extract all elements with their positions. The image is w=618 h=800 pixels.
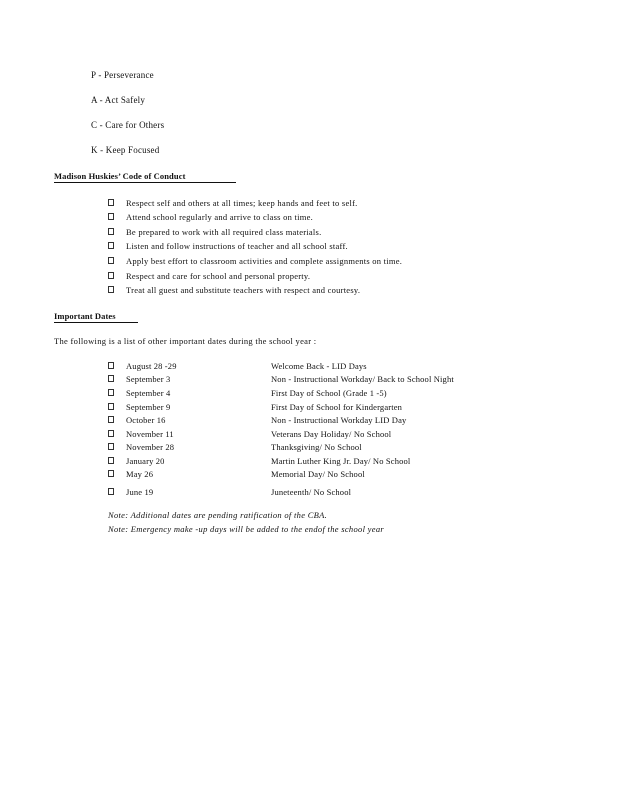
event-label: Non - Instructional Workday/ Back to School Night	[271, 374, 454, 384]
date-label: September 4	[126, 388, 171, 398]
event-label: Martin Luther King Jr. Day/ No School	[271, 456, 411, 466]
date-label: August 28 -29	[126, 361, 177, 371]
date-row	[108, 402, 402, 412]
date-label: May 26	[126, 469, 154, 479]
dates-heading: Important Dates	[54, 311, 138, 323]
checkbox-bullet-icon	[108, 470, 114, 477]
date-row	[108, 469, 365, 479]
checkbox-bullet-icon	[108, 257, 114, 264]
date-row	[108, 429, 391, 439]
checkbox-bullet-icon	[108, 286, 114, 293]
date-row	[108, 388, 387, 398]
pack-line-k: K - Keep Focused	[91, 145, 160, 155]
checkbox-bullet-icon	[108, 242, 114, 249]
event-label: Juneteenth/ No School	[271, 487, 352, 497]
event-label: First Day of School (Grade 1 -5)	[271, 388, 387, 398]
conduct-item: Apply best effort to classroom activities and complete assignments on time.	[108, 256, 402, 266]
checkbox-bullet-icon	[108, 199, 114, 206]
conduct-item: Respect self and others at all times; keep hands and feet to self.	[108, 198, 358, 208]
event-label: Memorial Day/ No School	[271, 469, 365, 479]
checkbox-bullet-icon	[108, 403, 114, 410]
date-label: November 28	[126, 442, 175, 452]
conduct-item: Attend school regularly and arrive to class on time.	[108, 212, 313, 222]
note-emergency: Note: Emergency make -up days will be added to the endof the school year	[108, 524, 384, 534]
note-cba: Note: Additional dates are pending ratification of the CBA.	[108, 510, 328, 520]
conduct-item: Listen and follow instructions of teacher and all school staff.	[108, 241, 348, 251]
date-label: January 20	[126, 456, 165, 466]
checkbox-bullet-icon	[108, 443, 114, 450]
checkbox-bullet-icon	[108, 416, 114, 423]
checkbox-bullet-icon	[108, 457, 114, 464]
checkbox-bullet-icon	[108, 228, 114, 235]
pack-line-p: P - Perseverance	[91, 70, 154, 80]
conduct-heading: Madison Huskies’ Code of Conduct	[54, 171, 236, 183]
date-row	[108, 442, 362, 452]
date-label: September 3	[126, 374, 171, 384]
date-row	[108, 361, 367, 371]
date-label: October 16	[126, 415, 166, 425]
conduct-item: Treat all guest and substitute teachers with respect and courtesy.	[108, 285, 360, 295]
event-label: First Day of School for Kindergarten	[271, 402, 403, 412]
checkbox-bullet-icon	[108, 272, 114, 279]
event-label: Non - Instructional Workday LID Day	[271, 415, 407, 425]
event-label: Thanksgiving/ No School	[271, 442, 362, 452]
conduct-item: Respect and care for school and personal property.	[108, 271, 310, 281]
checkbox-bullet-icon	[108, 213, 114, 220]
dates-intro: The following is a list of other important dates during the school year :	[54, 336, 317, 346]
conduct-item: Be prepared to work with all required class materials.	[108, 227, 321, 237]
date-row	[108, 374, 454, 384]
checkbox-bullet-icon	[108, 362, 114, 369]
date-row	[108, 487, 351, 497]
checkbox-bullet-icon	[108, 430, 114, 437]
date-label: September 9	[126, 402, 171, 412]
checkbox-bullet-icon	[108, 488, 114, 495]
pack-line-c: C - Care for Others	[91, 120, 165, 130]
date-row	[108, 415, 406, 425]
event-label: Veterans Day Holiday/ No School	[271, 429, 392, 439]
checkbox-bullet-icon	[108, 375, 114, 382]
checkbox-bullet-icon	[108, 389, 114, 396]
date-label: November 11	[126, 429, 174, 439]
pack-line-a: A - Act Safely	[91, 95, 146, 105]
date-row	[108, 456, 410, 466]
event-label: Welcome Back - LID Days	[271, 361, 367, 371]
date-label: June 19	[126, 487, 154, 497]
